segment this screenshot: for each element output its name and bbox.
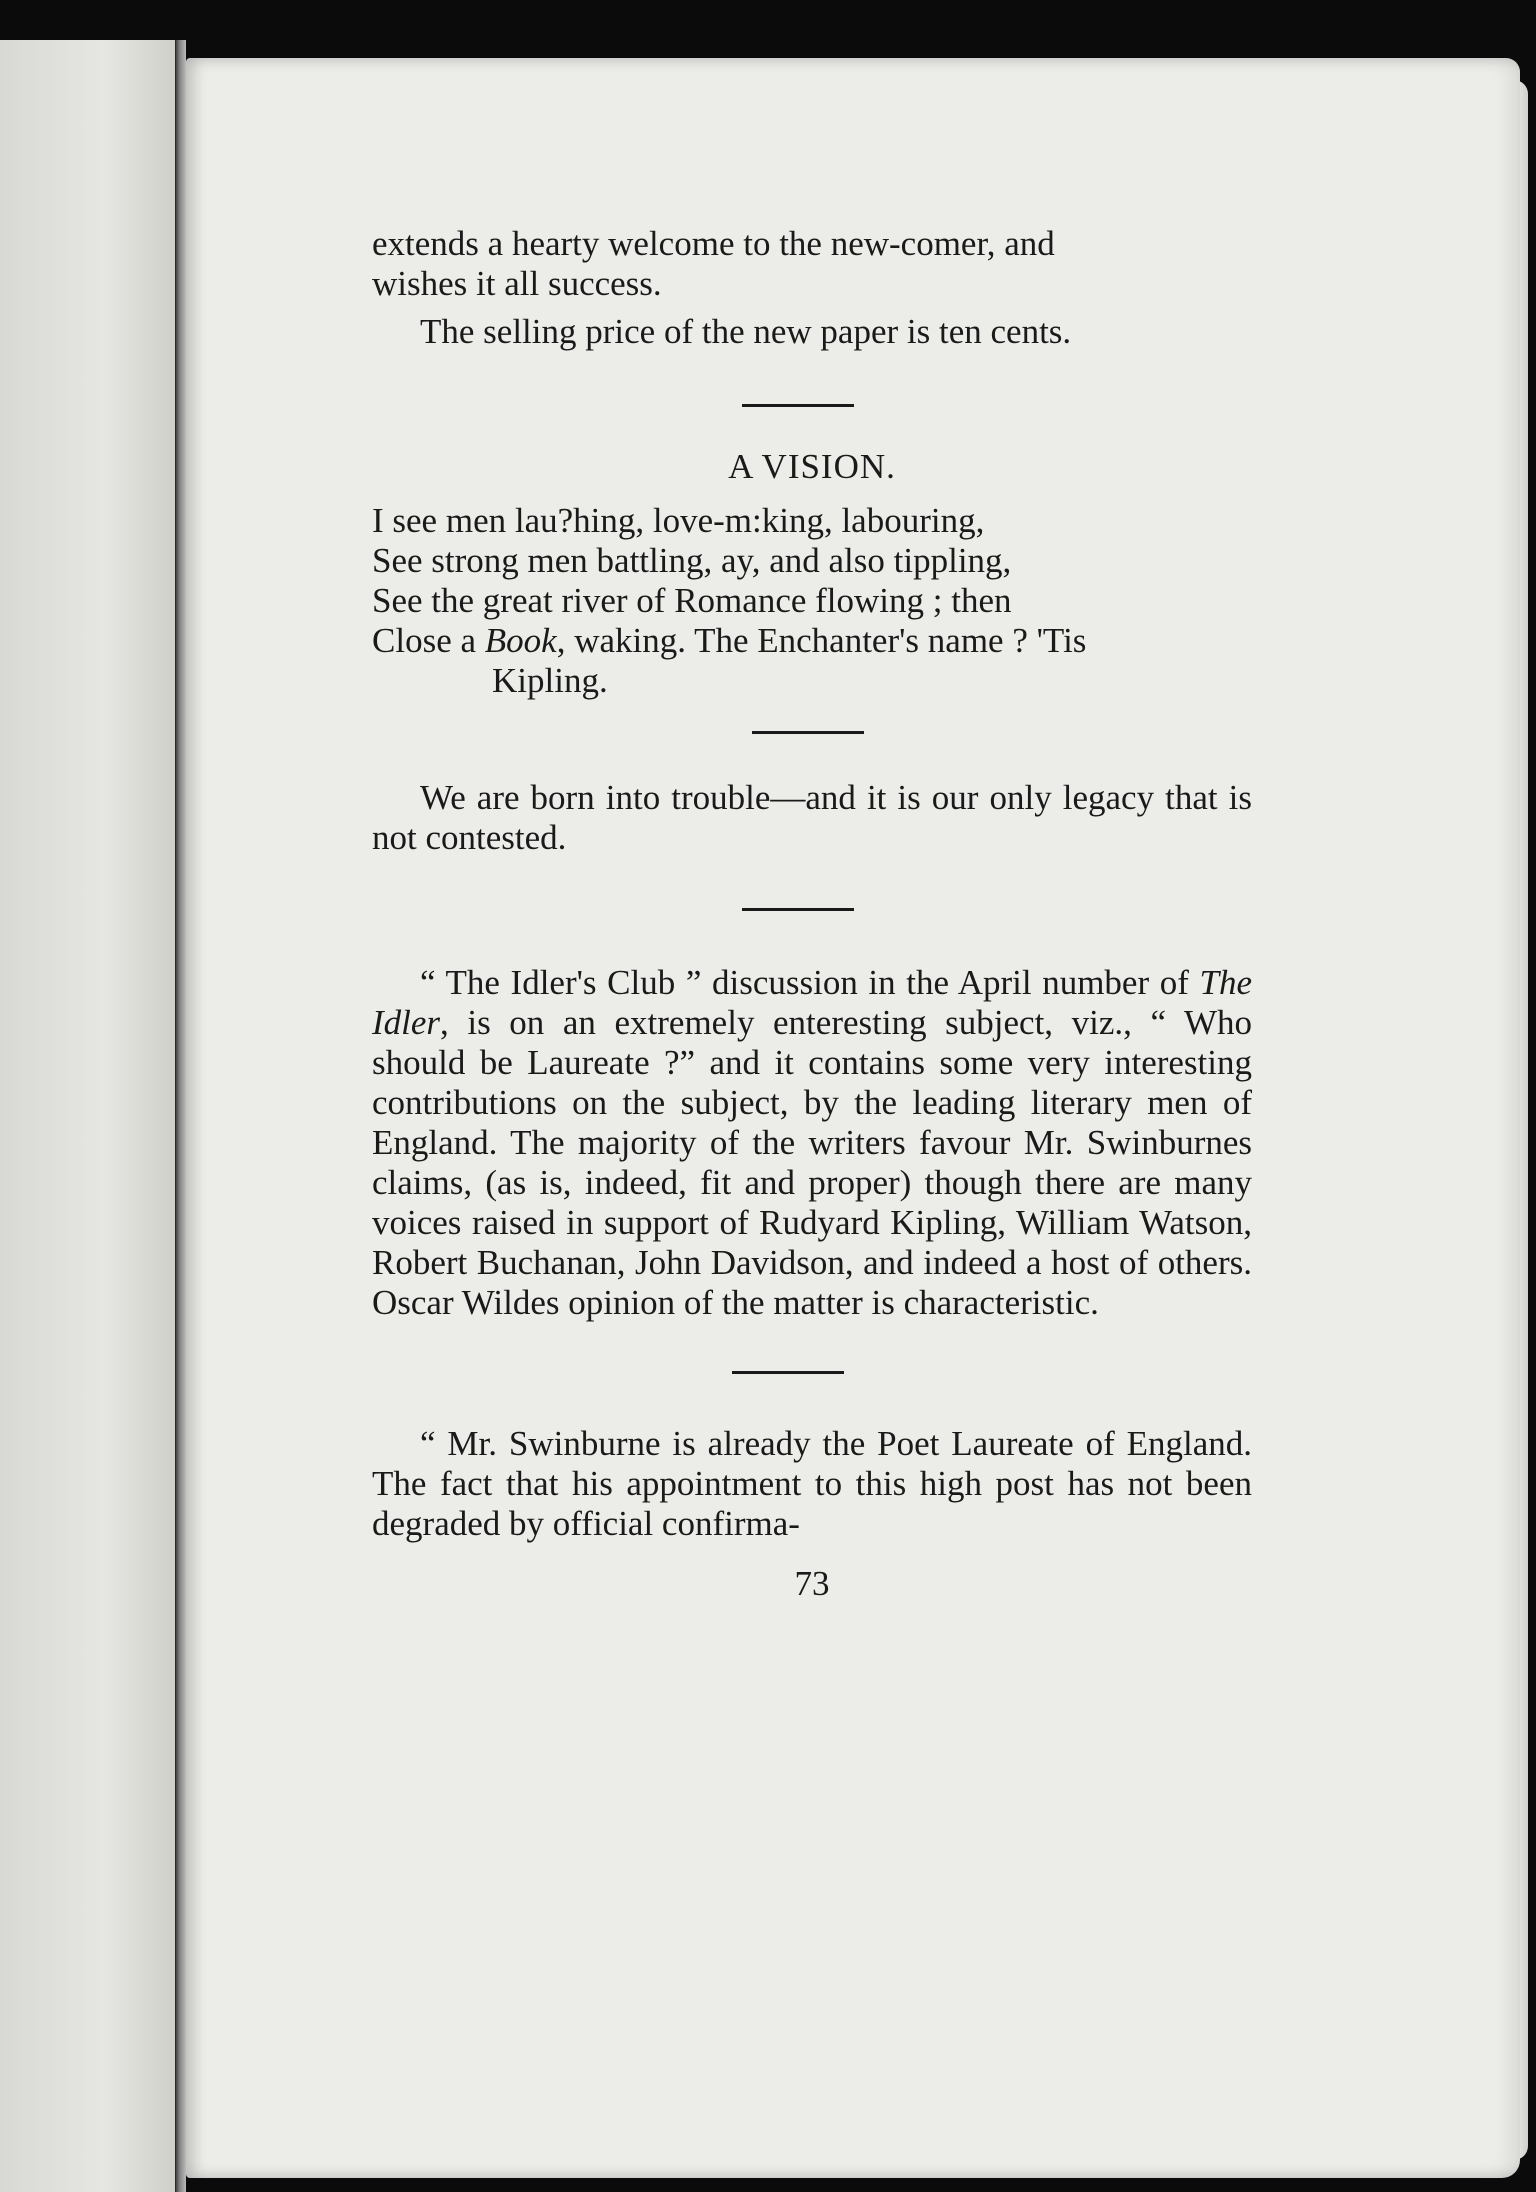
intro-line-1: extends a hearty welcome to the new-comer, and <box>372 224 1055 263</box>
poem-line-4-start: Close a <box>372 621 485 660</box>
poem-line-2: See strong men battling, ay, and also tippling, <box>372 541 1012 580</box>
price-line: The selling price of the new paper is ten cents. <box>420 312 1072 351</box>
idler-paragraph <box>372 963 1252 1323</box>
poem-line-4-end: , waking. The Enchanter's name ? 'Tis <box>556 621 1087 660</box>
facing-page <box>0 40 181 2192</box>
vision-poem <box>372 501 1252 701</box>
section-divider <box>732 1371 844 1374</box>
idler-text-start: “ The Idler's Club ” discussion in the April number of <box>420 963 1200 1002</box>
poem-line-5: Kipling. <box>492 661 608 700</box>
poem-book-word: Book <box>484 621 557 660</box>
idler-text-end: , is on an extremely enteresting subject, viz., “ Who should be Laureate ?” and it contains some very interesting contributions on the subject, by the leading literary men of England. The majority of the writers favour Mr. Swinburnes claims, (as is, indeed, fit and proper) though there are many voices raised in support of Rudyard Kipling, William Watson, Robert Buchanan, John Davidson, and indeed a host of others. Oscar Wildes opinion of the matter is characteristic. <box>372 1003 1252 1322</box>
poem-line-3: See the great river of Romance flowing ; then <box>372 581 1012 620</box>
page-number: 73 <box>794 1564 830 1603</box>
swinburne-quote: “ Mr. Swinburne is already the Poet Laureate of England. The fact that his appointment to this high post has not been degraded by official confirma- <box>372 1424 1252 1543</box>
trouble-paragraph: We are born into trouble—and it is our only legacy that is not contested. <box>372 778 1252 857</box>
book-gutter <box>176 40 186 2192</box>
vision-title: A VISION. <box>728 447 896 486</box>
intro-line-2: wishes it all success. <box>372 264 662 303</box>
section-divider <box>742 908 854 911</box>
section-divider <box>752 731 864 734</box>
poem-line-1: I see men lau?hing, love-m:king, labouring, <box>372 501 985 540</box>
page-text <box>372 224 1252 1604</box>
idler-title: The Idler <box>372 963 1252 1042</box>
section-divider <box>742 404 854 407</box>
poem-line-4 <box>372 621 1252 661</box>
